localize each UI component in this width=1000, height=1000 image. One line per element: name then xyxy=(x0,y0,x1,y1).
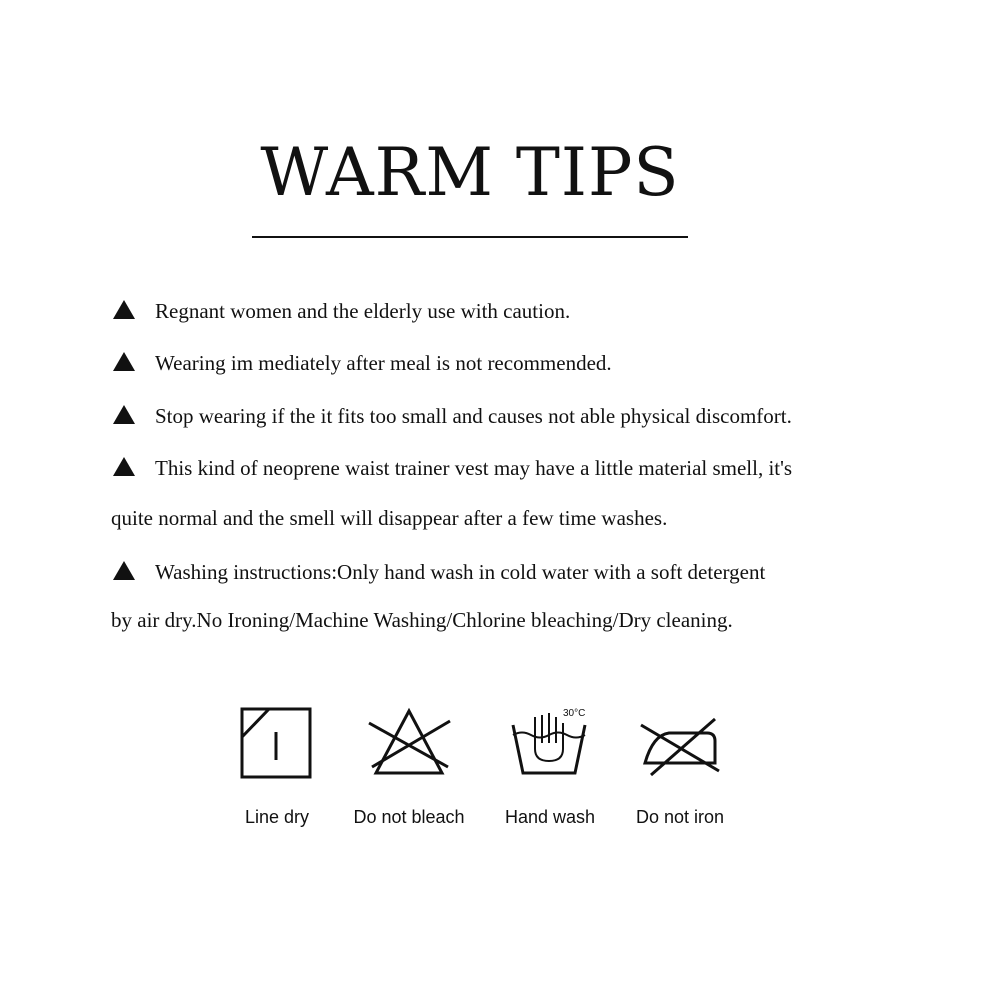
care-item-do-not-iron xyxy=(610,705,750,828)
triangle-bullet-icon xyxy=(113,352,135,371)
hand-wash-icon xyxy=(505,705,595,781)
triangle-bullet-icon xyxy=(113,405,135,424)
care-label: Line dry xyxy=(244,807,310,827)
care-label: Do not bleach xyxy=(353,807,465,827)
triangle-bullet-icon xyxy=(113,561,135,580)
tip-text: Wearing im mediately after meal is not recommended. xyxy=(155,351,612,375)
tip-item xyxy=(113,352,612,374)
care-label: Hand wash xyxy=(504,807,596,827)
do-not-bleach-icon xyxy=(364,705,454,781)
tip-text: Washing instructions:Only hand wash in cold water with a soft detergent xyxy=(155,560,766,584)
care-item-line-dry xyxy=(207,705,347,828)
care-item-do-not-bleach xyxy=(339,705,479,828)
tip-text-continued: quite normal and the smell will disappear after a few time washes. xyxy=(111,506,668,530)
tip-item xyxy=(113,561,765,583)
tip-item xyxy=(113,405,792,427)
tip-text-continued: by air dry.No Ironing/Machine Washing/Chlorine bleaching/Dry cleaning. xyxy=(111,608,733,632)
tip-text: Stop wearing if the it fits too small and causes not able physical discomfort. xyxy=(155,404,792,428)
care-item-hand-wash xyxy=(480,705,620,828)
tip-item xyxy=(113,300,570,322)
page-title: WARM TIPS xyxy=(260,134,680,211)
tip-text: Regnant women and the elderly use with caution. xyxy=(155,299,571,323)
line-dry-icon xyxy=(239,705,315,781)
triangle-bullet-icon xyxy=(113,457,135,476)
tip-item xyxy=(113,457,792,479)
tip-text: This kind of neoprene waist trainer vest may have a little material smell, it's xyxy=(155,456,793,480)
do-not-iron-icon xyxy=(635,705,725,781)
care-label: Do not iron xyxy=(635,807,725,827)
temperature-label: 30°C xyxy=(563,708,586,719)
triangle-bullet-icon xyxy=(113,300,135,319)
